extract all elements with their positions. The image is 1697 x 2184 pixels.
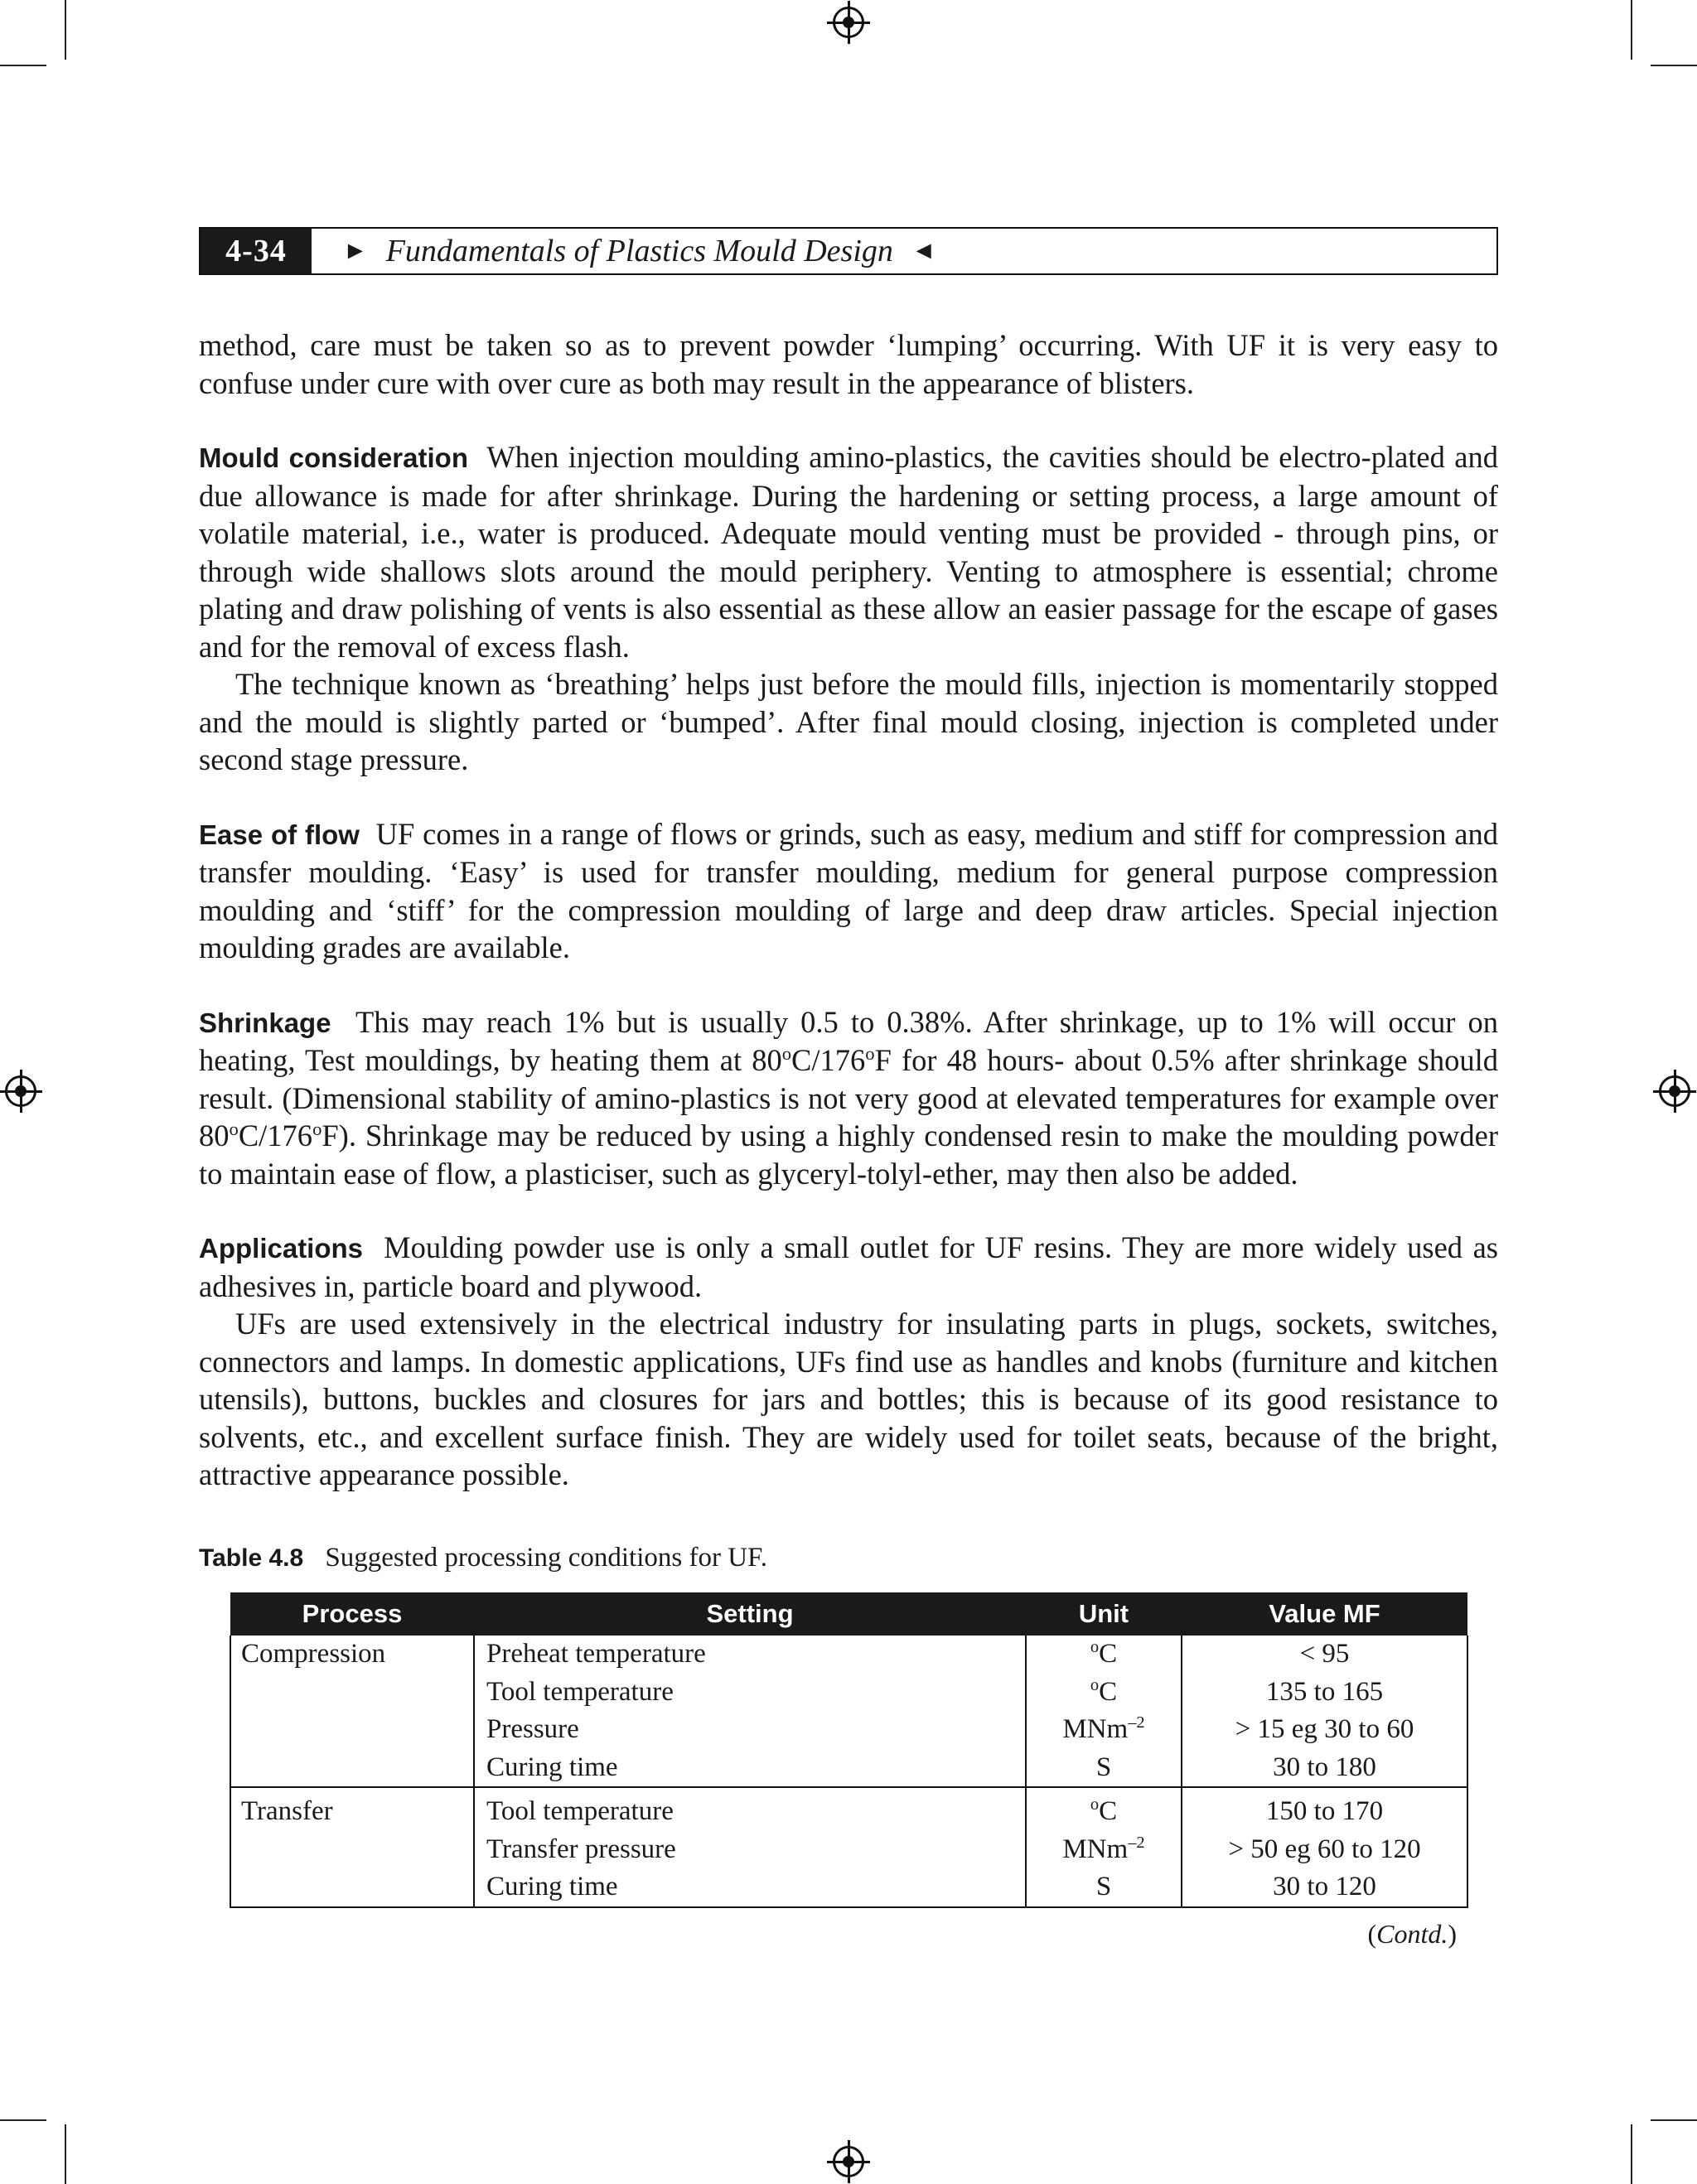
column-header-unit: Unit bbox=[1026, 1592, 1182, 1636]
crop-mark bbox=[1631, 2124, 1632, 2184]
value-cell: > 15 eg 30 to 60 bbox=[1235, 1714, 1414, 1744]
crop-mark bbox=[0, 65, 46, 66]
setting-cell: Tool temperature bbox=[486, 1676, 674, 1707]
unit-cell bbox=[1027, 1711, 1181, 1749]
book-title: Fundamentals of Plastics Mould Design bbox=[385, 234, 893, 268]
paragraph-text: C/176 bbox=[791, 1043, 866, 1077]
unit-text: C bbox=[1099, 1676, 1118, 1707]
paragraph-text: F). Shrinkage may be reduced by using a highly condensed resin to make the moulding powder to maintain ease of flow, a plasticiser, such as glyceryl-tolyl-ether, may then also be added. bbox=[199, 1119, 1498, 1191]
running-header bbox=[199, 227, 1498, 275]
table-row-group-transfer bbox=[230, 1787, 1467, 1907]
unit-exponent: –2 bbox=[1128, 1713, 1145, 1732]
setting-cell: Curing time bbox=[486, 1872, 618, 1901]
registration-mark-icon bbox=[833, 7, 864, 38]
running-title bbox=[343, 233, 936, 269]
unit-text: MNm bbox=[1062, 1834, 1129, 1864]
unit-cell bbox=[1027, 1831, 1181, 1869]
paragraph: UFs are used extensively in the electrical industry for insulating parts in plugs, sockets, switches, connectors and lamps. In domestic applications, UFs find use as handles and knobs (furniture and kitchen utensils), buttons, buckles and closures for jars and bottles; this is because of its good resistance to solvents, etc., and excellent surface finish. They are widely used for toilet seats, because of the bright, attractive appearance possible. bbox=[199, 1307, 1498, 1491]
table-label: Table 4.8 bbox=[199, 1544, 304, 1572]
value-cell: 30 to 180 bbox=[1273, 1752, 1376, 1782]
section-heading: Applications bbox=[199, 1233, 364, 1264]
paragraph-text: UF comes in a range of flows or grinds, such as easy, medium and stiff for compression and transfer moulding. ‘Easy’ is used for transfer moulding, medium for general purpose compression moulding and ‘stiff’ for the compression moulding of large and deep draw articles. Special injection moulding grades are available. bbox=[199, 816, 1498, 964]
setting-cell: Transfer pressure bbox=[486, 1834, 676, 1864]
paren: ( bbox=[1367, 1919, 1377, 1949]
paragraph-mould-consideration bbox=[199, 438, 1498, 665]
paragraph-shrinkage bbox=[199, 1003, 1498, 1193]
value-cell: 135 to 165 bbox=[1265, 1676, 1384, 1707]
unit-exponent: –2 bbox=[1128, 1833, 1145, 1852]
column-header-value: Value MF bbox=[1182, 1592, 1467, 1636]
column-header-process: Process bbox=[230, 1592, 474, 1636]
page-number: 4-34 bbox=[201, 229, 312, 273]
unit-cell: S bbox=[1095, 1872, 1112, 1901]
paragraph-text: Moulding powder use is only a small outlet for UF resins. They are more widely used as adhesives in, particle board and plywood. bbox=[199, 1230, 1499, 1303]
paragraph-text: This may reach 1% but is usually 0.5 to 0.38%. After shrinkage, up to 1% will occur on heating, Test mouldings, by heating them at 80 bbox=[199, 1004, 1498, 1077]
value-cell: 30 to 120 bbox=[1273, 1872, 1376, 1901]
processing-conditions-table bbox=[230, 1592, 1468, 1908]
degree-mark: o bbox=[865, 1042, 875, 1064]
section-heading: Ease of flow bbox=[199, 819, 360, 850]
degree-mark: o bbox=[1090, 1638, 1100, 1656]
degree-mark: o bbox=[312, 1118, 322, 1139]
crop-mark bbox=[0, 2119, 46, 2121]
continued-note bbox=[1367, 1919, 1457, 1950]
paren: ) bbox=[1448, 1919, 1457, 1949]
section-heading: Shrinkage bbox=[199, 1007, 331, 1038]
unit-cell bbox=[1027, 1793, 1181, 1831]
setting-cell: Preheat temperature bbox=[486, 1639, 706, 1669]
value-cell: 150 to 170 bbox=[1265, 1796, 1384, 1826]
paragraph-applications bbox=[199, 1229, 1498, 1305]
unit-text: C bbox=[1099, 1639, 1118, 1669]
registration-mark-icon bbox=[5, 1075, 36, 1107]
registration-mark-icon bbox=[833, 2146, 864, 2177]
degree-mark: o bbox=[1090, 1795, 1100, 1814]
degree-mark: o bbox=[229, 1118, 239, 1139]
process-cell: Transfer bbox=[241, 1796, 333, 1826]
registration-mark-icon bbox=[1659, 1075, 1690, 1107]
table-row-group-compression bbox=[230, 1636, 1467, 1787]
unit-text: MNm bbox=[1062, 1714, 1129, 1744]
unit-cell bbox=[1027, 1674, 1181, 1712]
value-cell: < 95 bbox=[1299, 1639, 1350, 1669]
value-cell: > 50 eg 60 to 120 bbox=[1228, 1834, 1421, 1864]
body-text bbox=[199, 326, 1498, 1494]
paragraph-text: When injection moulding amino-plastics, the cavities should be electro-plated and due allowance is made for after shrinkage. During the hardening or setting process, a large amount of volatile material, i.e., water is produced. Adequate mould venting must be provided - through pins, or through wide shallows slots around the mould periphery. Venting to atmosphere is essential; chrome plating and draw polishing of vents is also essential as these allow an easier passage for the escape of gases and for the removal of excess flash. bbox=[199, 440, 1499, 664]
crop-mark bbox=[65, 0, 66, 60]
paragraph-ease-of-flow bbox=[199, 815, 1498, 967]
crop-mark bbox=[1631, 0, 1632, 60]
paragraph: The technique known as ‘breathing’ helps just before the mould fills, injection is momentarily stopped and the mould is slightly parted or ‘bumped’. After final mould closing, injection is completed under second stage pressure. bbox=[199, 667, 1498, 776]
degree-mark: o bbox=[781, 1042, 792, 1064]
unit-cell bbox=[1027, 1636, 1181, 1674]
table-caption bbox=[199, 1543, 767, 1573]
triangle-right-icon: ► bbox=[343, 237, 368, 264]
paragraph-text: F for 48 hours- about 0.5% after shrinkage should result. (Dimensional stability of amino-plastics is not very good at elevated temperatures for example over 80 bbox=[199, 1043, 1498, 1152]
paragraph-text: C/176 bbox=[238, 1119, 313, 1152]
setting-cell: Pressure bbox=[486, 1714, 579, 1744]
crop-mark bbox=[65, 2124, 66, 2184]
table-caption-text: Suggested processing conditions for UF. bbox=[325, 1543, 767, 1573]
degree-mark: o bbox=[1090, 1675, 1100, 1694]
process-cell: Compression bbox=[241, 1639, 386, 1669]
unit-cell: S bbox=[1095, 1752, 1112, 1782]
triangle-left-icon: ◄ bbox=[911, 237, 936, 264]
unit-text: C bbox=[1099, 1796, 1118, 1826]
paragraph: method, care must be taken so as to prevent powder ‘lumping’ occurring. With UF it is very easy to confuse under cure with over cure as both may result in the appearance of blisters. bbox=[199, 328, 1498, 400]
crop-mark bbox=[1651, 65, 1697, 66]
crop-mark bbox=[1651, 2119, 1697, 2121]
section-heading: Mould consideration bbox=[199, 442, 468, 473]
table-header-row bbox=[230, 1592, 1467, 1636]
column-header-setting: Setting bbox=[474, 1592, 1026, 1636]
setting-cell: Tool temperature bbox=[486, 1796, 674, 1826]
continued-text: Contd. bbox=[1376, 1919, 1448, 1949]
setting-cell: Curing time bbox=[486, 1752, 618, 1782]
